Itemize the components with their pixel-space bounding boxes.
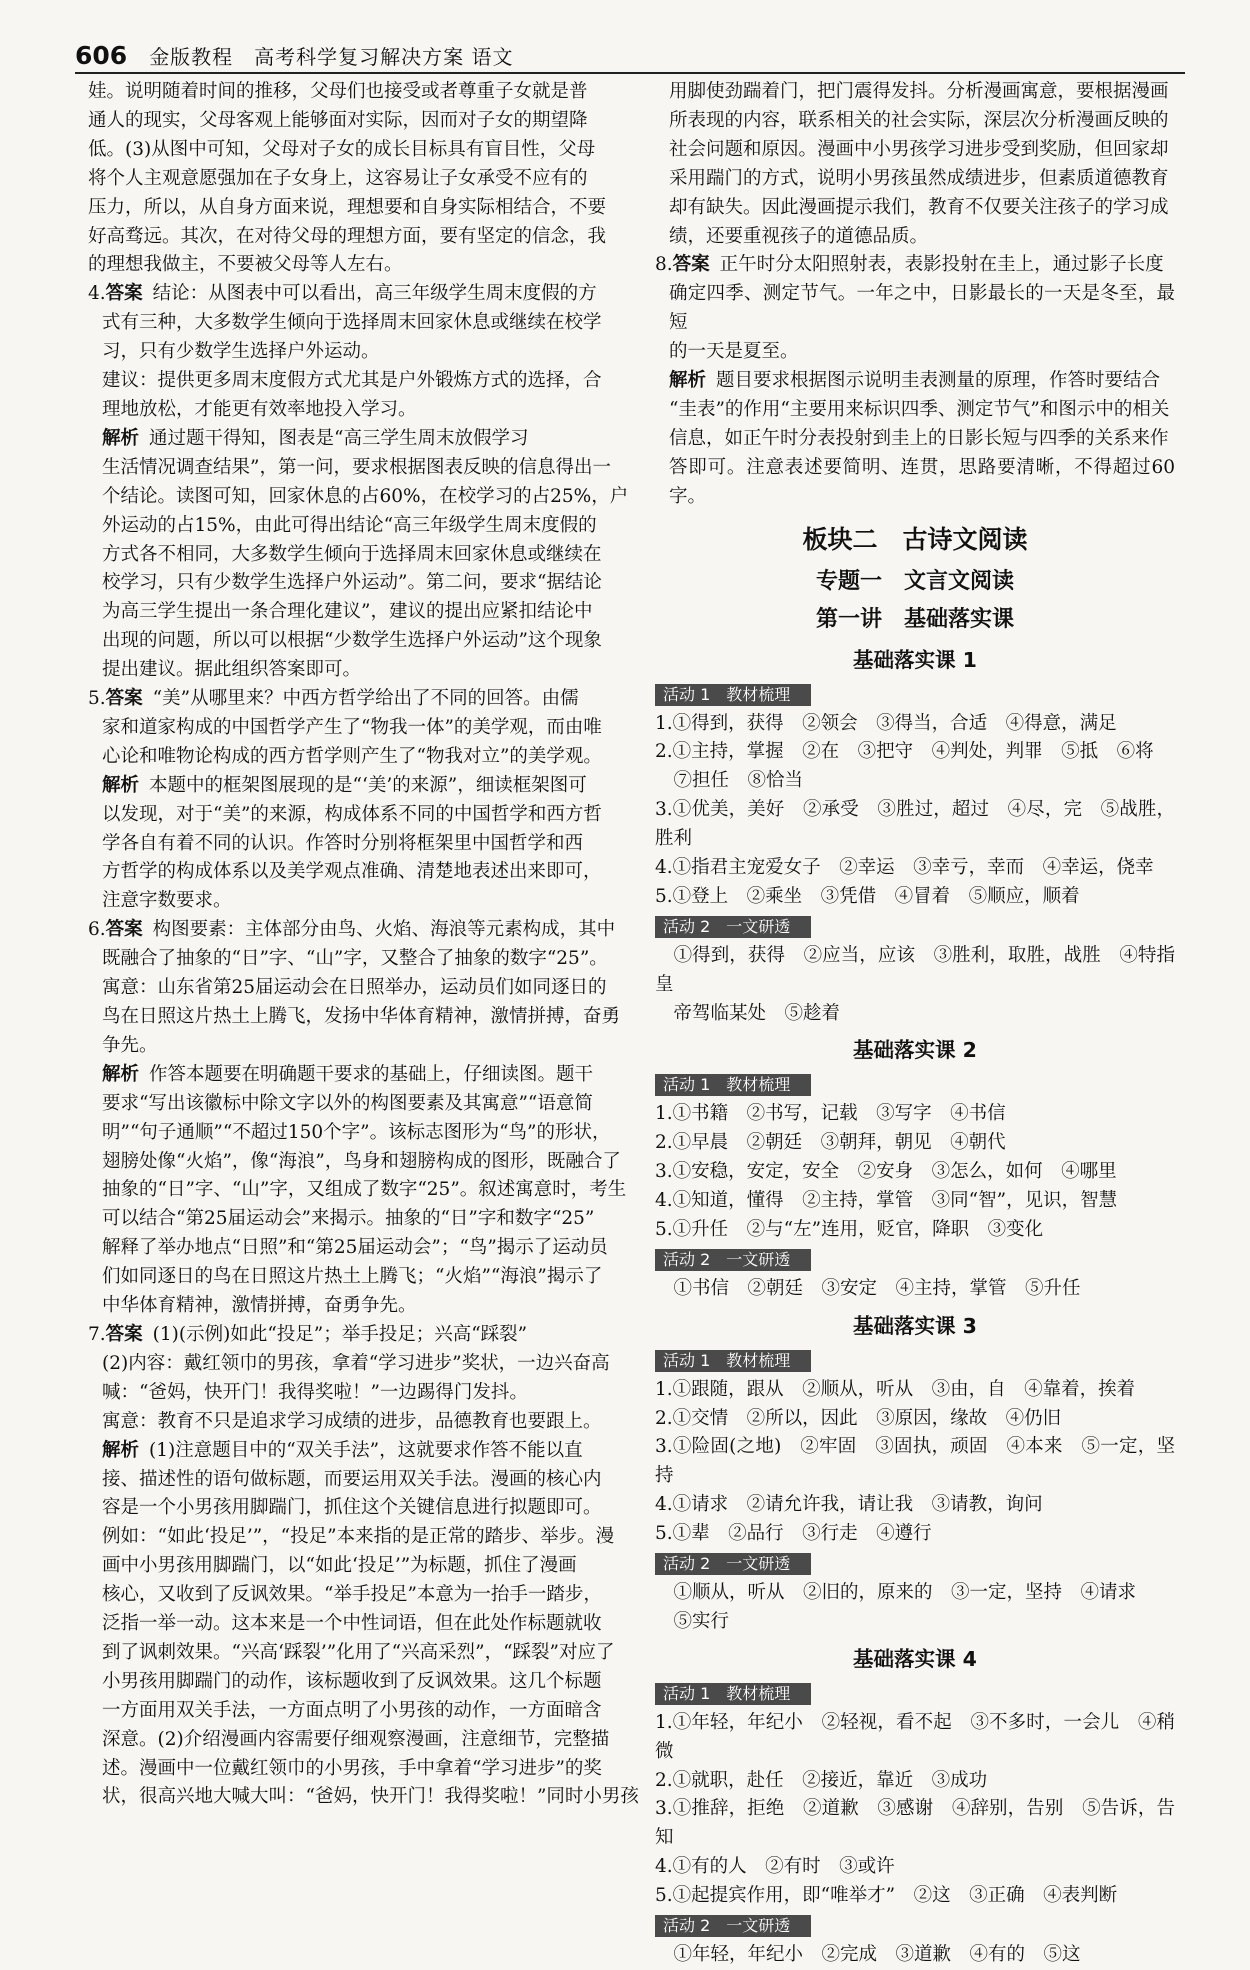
answer-item: 帝驾临某处 ⑤趁着 — [655, 1002, 841, 1024]
question-number: 8. — [655, 254, 673, 276]
text-line: 翅膀处像“火焰”，像“海浪”，鸟身和翅膀构成的图形，既融合了 — [102, 1150, 621, 1172]
lesson-title: 基础落实课 2 — [853, 1038, 977, 1063]
text-line: 状，很高兴地大喊大叫：“爸妈，快开门！我得奖啦！”同时小男孩 — [102, 1786, 639, 1808]
activity-header — [655, 1070, 1175, 1100]
page-number: 606 — [75, 40, 128, 70]
answer-item: 4.①知道，懂得 ②主持，掌管 ③同“智”，见识，智慧 — [655, 1190, 1118, 1212]
text-line: 绩，还要重视孩子的道德品质。 — [669, 225, 929, 247]
topic-title: 专题一 文言文阅读 — [815, 568, 1014, 594]
answer-item: ①书信 ②朝廷 ③安定 ④主持，掌管 ⑤升任 — [655, 1277, 1081, 1299]
text-line: 答即可。注意表述要简明、连贯，思路要清晰，不得超过60字。 — [669, 456, 1175, 507]
analysis-label: 解析 — [669, 370, 707, 392]
text-line: 出现的问题，所以可以根据“少数学生选择户外运动”这个现象 — [102, 630, 602, 652]
answer-label: 答案 — [105, 688, 143, 710]
answer-item: 1.①书籍 ②书写，记载 ③写字 ④书信 — [655, 1103, 1006, 1125]
text-line: (2)内容：戴红领巾的男孩，拿着“学习进步”奖状，一边兴奋高 — [102, 1352, 610, 1374]
answer-line — [88, 685, 648, 714]
text-line: 作答本题要在明确题干要求的基础上，仔细读图。题干 — [149, 1063, 594, 1085]
answer-line — [88, 916, 648, 945]
text-line: 明”“句子通顺”“不超过150个字”。该标志图形为“鸟”的形状， — [102, 1121, 611, 1143]
answer-label: 答案 — [105, 283, 143, 305]
text-line: 寓意：教育不只是追求学习成绩的进步，品德教育也要跟上。 — [102, 1410, 602, 1432]
answer-item: 5.①起提宾作用，即“唯举才” ②这 ③正确 ④表判断 — [655, 1885, 1118, 1907]
answer-label: 答案 — [105, 1323, 143, 1345]
question-7-continued — [655, 78, 1175, 251]
text-line: 习，只有少数学生选择户外运动。 — [102, 341, 380, 363]
analysis-line — [88, 1437, 648, 1466]
text-line: 正午时分太阳照射表，表影投射在圭上，通过影子长度 — [719, 254, 1164, 276]
intro-paragraph — [88, 78, 648, 280]
activity-tag: 活动 1 教材梳理 — [655, 684, 811, 706]
text-line: 既融合了抽象的“日”字、“山”字，又整合了抽象的数字“25”。 — [102, 948, 608, 970]
right-column — [655, 78, 1175, 1970]
text-line: 为高三学生提出一条合理化建议”，建议的提出应紧扣结论中 — [102, 601, 593, 623]
answer-item: 3.①安稳，安定，安全 ②安身 ③怎么，如何 ④哪里 — [655, 1161, 1117, 1183]
analysis-label: 解析 — [102, 427, 140, 449]
text-line: 采用踹门的方式，说明小男孩虽然成绩进步，但素质道德教育 — [669, 167, 1169, 189]
text-line: 接、描述性的语句做标题，而要运用双关手法。漫画的核心内 — [102, 1468, 602, 1490]
text-line: 建议：提供更多周末度假方式尤其是户外锻炼方式的选择，合 — [102, 370, 602, 392]
text-line: 中华体育精神，激情拼搏，奋勇争先。 — [102, 1295, 417, 1317]
activity-header — [655, 1911, 1175, 1941]
answer-item: 3.①优美，美好 ②承受 ③胜过，超过 ④尽，完 ⑤战胜，胜利 — [655, 799, 1175, 850]
text-line: 将个人主观意愿强加在子女身上，这容易让子女承受不应有的 — [88, 167, 588, 189]
answer-item: 5.①升任 ②与“左”连用，贬官，降职 ③变化 — [655, 1219, 1044, 1240]
text-line: 述。漫画中一位戴红领巾的小男孩，手中拿着“学习进步”的奖 — [102, 1757, 602, 1779]
question-number: 4. — [88, 283, 106, 305]
activity-header — [655, 1549, 1175, 1579]
text-line: 要求“写出该徽标中除文字以外的构图要素及其寓意”“语意简 — [102, 1092, 593, 1114]
text-line: 外运动的占15%，由此可得出结论“高三年级学生周末度假的 — [102, 514, 597, 536]
activity-tag: 活动 1 教材梳理 — [655, 1074, 811, 1096]
text-line: 寓意：山东省第25届运动会在日照举办，运动员们如同逐日的 — [102, 977, 607, 999]
analysis-label: 解析 — [102, 1439, 140, 1461]
text-line: 的理想我做主，不要被父母等人左右。 — [88, 254, 403, 276]
text-line: 娃。说明随着时间的推移，父母们也接受或者尊重子女就是普 — [88, 81, 588, 102]
text-line: 的一天是夏至。 — [669, 341, 799, 363]
answer-item: 4.①指君主宠爱女子 ②幸运 ③幸亏，幸而 ④幸运，侥幸 — [655, 857, 1154, 879]
question-4 — [88, 280, 648, 685]
text-line: 解释了举办地点“日照”和“第25届运动会”；“鸟”揭示了运动员 — [102, 1237, 608, 1259]
text-line: 注意字数要求。 — [102, 890, 232, 912]
activity-header — [655, 1245, 1175, 1275]
text-line: 泛指一举一动。这本来是一个中性词语，但在此处作标题就收 — [102, 1613, 602, 1635]
text-line: 例如：“如此‘投足’”，“投足”本来指的是正常的踏步、举步。漫 — [102, 1526, 615, 1548]
answer-line — [655, 251, 1175, 280]
text-line: 社会问题和原因。漫画中小男孩学习进步受到奖励，但回家却 — [669, 138, 1169, 160]
answer-item: ①年轻，年纪小 ②完成 ③道歉 ④有的 ⑤这 — [655, 1943, 1081, 1965]
analysis-line — [655, 367, 1175, 396]
activity-header — [655, 912, 1175, 942]
text-line: 个结论。读图可知，回家休息的占60%，在校学习的占25%，户 — [102, 485, 629, 507]
analysis-label: 解析 — [102, 1063, 140, 1085]
section-title: 板块二 古诗文阅读 — [802, 524, 1028, 554]
text-line: 提出建议。据此组织答案即可。 — [102, 659, 362, 681]
answer-item: 5.①登上 ②乘坐 ③凭借 ④冒着 ⑤顺应，顺着 — [655, 885, 1080, 907]
activity-tag: 活动 1 教材梳理 — [655, 1350, 811, 1372]
answer-item: 1.①得到，获得 ②领会 ③得当，合适 ④得意，满足 — [655, 712, 1117, 734]
text-line: (1)注意题目中的“双关手法”，这就要求作答不能以直 — [149, 1439, 583, 1461]
activity-tag: 活动 2 一文研透 — [655, 1915, 811, 1937]
text-line: 结论：从图表中可以看出，高三年级学生周末度假的方 — [152, 283, 597, 305]
analysis-line — [88, 1061, 648, 1090]
answer-item: 2.①主持，掌握 ②在 ③把守 ④判处，判罪 ⑤抵 ⑥将 — [655, 741, 1154, 763]
text-line: 校学习，只有少数学生选择户外运动”。第二问，要求“据结论 — [102, 572, 602, 594]
answer-item: 5.①辈 ②品行 ③行走 ④遵行 — [655, 1523, 932, 1545]
text-line: 好高骛远。其次，在对待父母的理想方面，要有坚定的信念，我 — [88, 225, 607, 247]
text-line: 深意。(2)介绍漫画内容需要仔细观察漫画，注意细节，完整描 — [102, 1728, 610, 1750]
text-line: 学各自有着不同的认识。作答时分别将框架里中国哲学和西 — [102, 832, 584, 854]
text-line: 信息，如正午时分表投射到圭上的日影长短与四季的关系来作 — [669, 427, 1169, 449]
text-line: 压力，所以，从自身方面来说，理想要和自身实际相结合，不要 — [88, 196, 607, 218]
question-8 — [655, 251, 1175, 511]
text-line: 家和道家构成的中国哲学产生了“物我一体”的美学观，而由唯 — [102, 716, 602, 738]
text-line: 式有三种，大多数学生倾向于选择周末回家休息或继续在校学 — [102, 312, 602, 334]
question-number: 6. — [88, 919, 106, 941]
lesson-title: 基础落实课 4 — [853, 1646, 977, 1671]
text-line: 生活情况调查结果”，第一问，要求根据图表反映的信息得出一 — [102, 456, 611, 478]
text-line: 低。(3)从图中可知，父母对子女的成长目标具有盲目性，父母 — [88, 138, 596, 160]
text-line: 争先。 — [102, 1034, 158, 1056]
answer-item: ⑦担任 ⑧恰当 — [655, 770, 804, 792]
answer-item: 4.①有的人 ②有时 ③或许 — [655, 1856, 895, 1878]
text-line: 通人的现实，父母客观上能够面对实际，因而对子女的期望降 — [88, 109, 588, 131]
text-line: 鸟在日照这片热土上腾飞，发扬中华体育精神，激情拼搏，奋勇 — [102, 1006, 621, 1027]
text-line: 确定四季、测定节气。一年之中，日影最长的一天是冬至，最短 — [669, 283, 1175, 334]
text-line: 所表现的内容，联系相关的社会实际，深层次分析漫画反映的 — [669, 109, 1169, 131]
text-line: 方哲学的构成体系以及美学观点准确、清楚地表述出来即可， — [102, 861, 602, 883]
answer-item: 1.①跟随，跟从 ②顺从，听从 ③由，自 ④靠着，挨着 — [655, 1378, 1136, 1400]
text-line: 心论和唯物论构成的西方哲学则产生了“物我对立”的美学观。 — [102, 745, 602, 767]
text-line: 构图要素：主体部分由鸟、火焰、海浪等元素构成，其中 — [152, 919, 616, 941]
activity-tag: 活动 2 一文研透 — [655, 1249, 811, 1271]
answer-item: 2.①就职，赴任 ②接近，靠近 ③成功 — [655, 1769, 988, 1791]
lessons-container — [655, 642, 1175, 1970]
text-line: 用脚使劲踹着门，把门震得发抖。分析漫画寓意，要根据漫画 — [669, 81, 1169, 102]
answer-item: 2.①早晨 ②朝廷 ③朝拜，朝见 ④朝代 — [655, 1132, 1006, 1154]
question-number: 5. — [88, 688, 106, 710]
text-line: 核心，又收到了反讽效果。“举手投足”本意为一抬手一踏步， — [102, 1584, 602, 1606]
text-line: “圭表”的作用“主要用来标识四季、测定节气”和图示中的相关 — [669, 398, 1170, 420]
text-line: 通过题干得知，图表是“高三学生周末放假学习 — [149, 427, 529, 449]
left-column — [88, 78, 648, 1812]
text-line: 却有缺失。因此漫画提示我们，教育不仅要关注孩子的学习成 — [669, 196, 1169, 218]
answer-item: 4.①请求 ②请允许我，请让我 ③请教，询问 — [655, 1494, 1043, 1516]
question-5 — [88, 685, 648, 916]
text-line: 到了讽刺效果。“兴高‘踩裂’”化用了“兴高采烈”，“踩裂”对应了 — [102, 1641, 615, 1663]
activity-tag: 活动 2 一文研透 — [655, 1553, 811, 1575]
answer-item: ①顺从，听从 ②旧的，原来的 ③一定，坚持 ④请求 — [655, 1581, 1137, 1603]
book-title: 金版教程 高考科学复习解决方案 语文 — [149, 44, 514, 69]
answer-item: 2.①交情 ②所以，因此 ③原因，缘故 ④仍旧 — [655, 1407, 1062, 1429]
text-line: 本题中的框架图展现的是“‘美’的来源”，细读框架图可 — [149, 774, 587, 796]
lesson-title: 基础落实课 3 — [853, 1313, 977, 1338]
text-line: 题目要求根据图示说明圭表测量的原理，作答时要结合 — [716, 370, 1161, 392]
analysis-line — [88, 772, 648, 801]
answer-item: ①得到，获得 ②应当，应该 ③胜利，取胜，战胜 ④特指皇 — [655, 944, 1175, 995]
text-line: 方式各不相同，大多数学生倾向于选择周末回家休息或继续在 — [102, 543, 602, 565]
question-number: 7. — [88, 1323, 106, 1345]
question-7 — [88, 1321, 648, 1812]
answer-item: 3.①险固(之地) ②牢固 ③固执，顽固 ④本来 ⑤一定，坚持 — [655, 1436, 1175, 1487]
analysis-line — [88, 425, 648, 454]
analysis-label: 解析 — [102, 774, 140, 796]
question-6 — [88, 916, 648, 1321]
text-line: 一方面用双关手法，一方面点明了小男孩的动作，一方面暗含 — [102, 1699, 602, 1721]
lesson-title: 基础落实课 1 — [853, 647, 977, 672]
text-line: “美”从哪里来？中西方哲学给出了不同的回答。由儒 — [152, 688, 579, 710]
activity-header — [655, 1346, 1175, 1376]
text-line: 理地放松，才能更有效率地投入学习。 — [102, 398, 417, 420]
page-header — [75, 38, 1185, 74]
text-line: 可以结合“第25届运动会”来揭示。抽象的“日”字和数字“25” — [102, 1208, 595, 1230]
activity-tag: 活动 1 教材梳理 — [655, 1683, 811, 1705]
activity-header — [655, 680, 1175, 710]
text-line: 容是一个小男孩用脚踹门，抓住这个关键信息进行拟题即可。 — [102, 1497, 602, 1519]
answer-label: 答案 — [672, 254, 710, 276]
answer-item: 1.①年轻，年纪小 ②轻视，看不起 ③不多时，一会儿 ④稍微 — [655, 1711, 1175, 1762]
text-line: 们如同逐日的鸟在日照这片热土上腾飞；“火焰”“海浪”揭示了 — [102, 1266, 603, 1288]
answer-line — [88, 280, 648, 309]
lecture-title: 第一讲 基础落实课 — [815, 606, 1014, 632]
text-line: 以发现，对于“美”的来源，构成体系不同的中国哲学和西方哲 — [102, 803, 602, 825]
activity-tag: 活动 2 一文研透 — [655, 916, 811, 938]
answer-item: ⑤实行 — [655, 1610, 730, 1632]
text-line: (1)(示例)如此“投足”；举手投足；兴高“踩裂” — [152, 1323, 528, 1345]
text-line: 画中小男孩用脚踹门，以“如此‘投足’”为标题，抓住了漫画 — [102, 1555, 577, 1577]
answer-label: 答案 — [105, 919, 143, 941]
answer-line — [88, 1321, 648, 1350]
text-line: 喊：“爸妈，快开门！我得奖啦！”一边踢得门发抖。 — [102, 1381, 528, 1403]
text-line: 抽象的“日”字、“山”字，又组成了数字“25”。叙述寓意时，考生 — [102, 1179, 627, 1201]
activity-header — [655, 1679, 1175, 1709]
text-line: 小男孩用脚踹门的动作，该标题收到了反讽效果。这几个标题 — [102, 1670, 602, 1692]
answer-item: 3.①推辞，拒绝 ②道歉 ③感谢 ④辞别，告别 ⑤告诉，告知 — [655, 1798, 1175, 1849]
